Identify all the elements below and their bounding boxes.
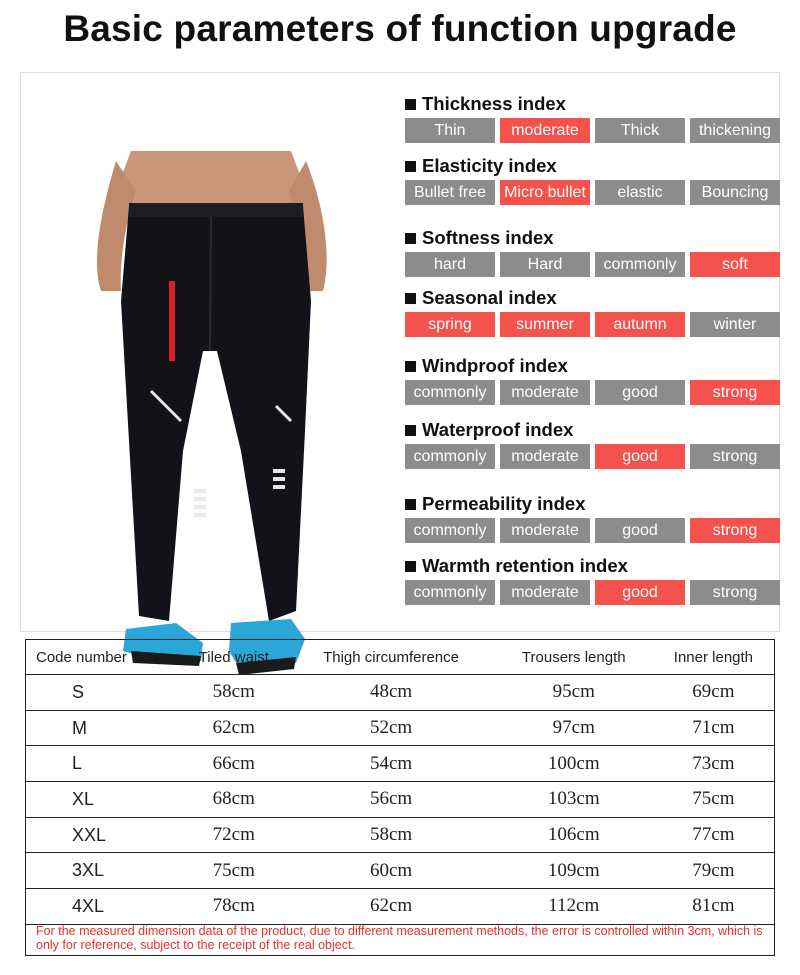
- square-bullet-icon: [405, 293, 416, 304]
- measurement-cell: 58cm: [180, 675, 287, 711]
- index-option: commonly: [405, 580, 495, 605]
- table-row: [26, 817, 775, 853]
- measurement-cell: 109cm: [495, 853, 653, 889]
- measurement-cell: 68cm: [180, 782, 287, 818]
- index-options: [405, 380, 785, 405]
- index-header: [405, 555, 785, 577]
- index-options: [405, 180, 785, 205]
- measurement-cell: 79cm: [653, 853, 775, 889]
- index-option: Thick: [595, 118, 685, 143]
- size-code-cell: L: [26, 746, 181, 782]
- measurement-cell: 60cm: [287, 853, 494, 889]
- measurement-note: For the measured dimension data of the product, due to different measurement methods, the error is controlled within 3cm, which is only for reference, subject to the receipt of the real object.: [25, 922, 775, 956]
- measurement-cell: 75cm: [653, 782, 775, 818]
- index-section: [405, 355, 785, 405]
- measurement-cell: 112cm: [495, 889, 653, 925]
- index-title: Seasonal index: [422, 287, 557, 308]
- index-header: [405, 355, 785, 377]
- index-header: [405, 493, 785, 515]
- table-row: [26, 710, 775, 746]
- measurement-cell: 72cm: [180, 817, 287, 853]
- product-image: [91, 151, 331, 691]
- measurement-cell: 95cm: [495, 675, 653, 711]
- size-code-cell: XL: [26, 782, 181, 818]
- square-bullet-icon: [405, 425, 416, 436]
- index-option: thickening: [690, 118, 780, 143]
- index-option: moderate: [500, 444, 590, 469]
- index-option: summer: [500, 312, 590, 337]
- index-title: Windproof index: [422, 355, 568, 376]
- index-section: [405, 419, 785, 469]
- index-section: [405, 493, 785, 543]
- index-option: good: [595, 380, 685, 405]
- column-header: Inner length: [653, 640, 775, 675]
- index-option: commonly: [405, 380, 495, 405]
- index-option: moderate: [500, 380, 590, 405]
- column-header: Thigh circumference: [287, 640, 494, 675]
- measurement-cell: 54cm: [287, 746, 494, 782]
- product-panel: [20, 72, 780, 632]
- column-header: Trousers length: [495, 640, 653, 675]
- size-code-cell: S: [26, 675, 181, 711]
- index-option: hard: [405, 252, 495, 277]
- index-section: [405, 155, 785, 205]
- index-section: [405, 287, 785, 337]
- measurement-cell: 62cm: [180, 710, 287, 746]
- table-row: [26, 746, 775, 782]
- measurement-cell: 66cm: [180, 746, 287, 782]
- index-option: Thin: [405, 118, 495, 143]
- measurement-cell: 52cm: [287, 710, 494, 746]
- index-option: strong: [690, 580, 780, 605]
- square-bullet-icon: [405, 561, 416, 572]
- column-header: Code number: [26, 640, 181, 675]
- size-code-cell: M: [26, 710, 181, 746]
- measurement-cell: 103cm: [495, 782, 653, 818]
- index-options: [405, 312, 785, 337]
- index-options: [405, 252, 785, 277]
- index-options: [405, 444, 785, 469]
- column-header: Tiled waist: [180, 640, 287, 675]
- size-code-cell: 4XL: [26, 889, 181, 925]
- measurement-cell: 69cm: [653, 675, 775, 711]
- square-bullet-icon: [405, 361, 416, 372]
- measurement-cell: 58cm: [287, 817, 494, 853]
- square-bullet-icon: [405, 99, 416, 110]
- index-option: moderate: [500, 518, 590, 543]
- index-option: soft: [690, 252, 780, 277]
- table-row: [26, 782, 775, 818]
- index-header: [405, 93, 785, 115]
- index-title: Elasticity index: [422, 155, 557, 176]
- index-option: Bullet free: [405, 180, 495, 205]
- index-title: Thickness index: [422, 93, 566, 114]
- measurement-cell: 71cm: [653, 710, 775, 746]
- table-row: [26, 675, 775, 711]
- index-option: moderate: [500, 580, 590, 605]
- index-option: elastic: [595, 180, 685, 205]
- square-bullet-icon: [405, 161, 416, 172]
- index-header: [405, 419, 785, 441]
- table-header-row: [26, 640, 775, 675]
- measurement-cell: 75cm: [180, 853, 287, 889]
- size-table: [25, 639, 775, 925]
- index-options: [405, 118, 785, 143]
- index-section: [405, 555, 785, 605]
- index-header: [405, 155, 785, 177]
- measurement-cell: 100cm: [495, 746, 653, 782]
- index-option: strong: [690, 444, 780, 469]
- index-title: Warmth retention index: [422, 555, 628, 576]
- index-options: [405, 518, 785, 543]
- index-option: moderate: [500, 118, 590, 143]
- square-bullet-icon: [405, 233, 416, 244]
- index-option: autumn: [595, 312, 685, 337]
- index-title: Softness index: [422, 227, 554, 248]
- measurement-cell: 77cm: [653, 817, 775, 853]
- index-options: [405, 580, 785, 605]
- index-option: good: [595, 518, 685, 543]
- measurement-cell: 81cm: [653, 889, 775, 925]
- index-title: Permeability index: [422, 493, 586, 514]
- measurement-cell: 97cm: [495, 710, 653, 746]
- index-section: [405, 227, 785, 277]
- measurement-cell: 73cm: [653, 746, 775, 782]
- index-option: Bouncing: [690, 180, 780, 205]
- table-row: [26, 889, 775, 925]
- page-title: Basic parameters of function upgrade: [63, 8, 737, 49]
- index-option: strong: [690, 518, 780, 543]
- measurement-cell: 56cm: [287, 782, 494, 818]
- index-section: [405, 93, 785, 143]
- measurement-cell: 78cm: [180, 889, 287, 925]
- index-option: commonly: [405, 444, 495, 469]
- index-option: strong: [690, 380, 780, 405]
- size-code-cell: XXL: [26, 817, 181, 853]
- measurement-cell: 48cm: [287, 675, 494, 711]
- index-option: good: [595, 580, 685, 605]
- index-option: commonly: [405, 518, 495, 543]
- table-row: [26, 853, 775, 889]
- square-bullet-icon: [405, 499, 416, 510]
- size-code-cell: 3XL: [26, 853, 181, 889]
- index-header: [405, 287, 785, 309]
- index-title: Waterproof index: [422, 419, 574, 440]
- measurement-cell: 106cm: [495, 817, 653, 853]
- measurement-cell: 62cm: [287, 889, 494, 925]
- index-option: Micro bullet: [500, 180, 590, 205]
- index-option: good: [595, 444, 685, 469]
- index-option: spring: [405, 312, 495, 337]
- index-option: Hard: [500, 252, 590, 277]
- index-option: winter: [690, 312, 780, 337]
- index-header: [405, 227, 785, 249]
- index-option: commonly: [595, 252, 685, 277]
